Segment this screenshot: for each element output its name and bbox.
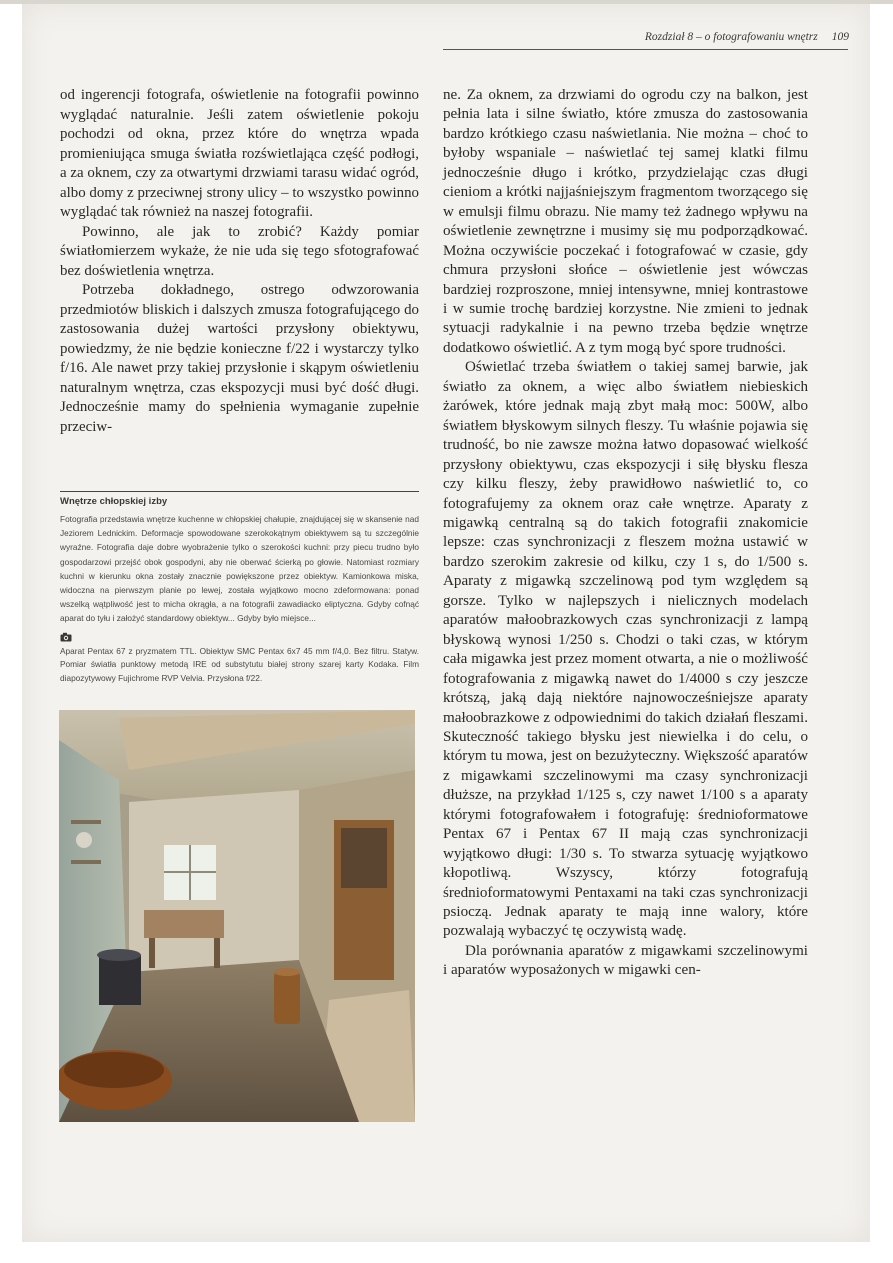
paragraph: Dla porównania aparatów z migawkami szczelinowymi i aparatów wyposażonych w migawki cen-: [443, 942, 808, 979]
paragraph: od ingerencji fotografa, oświetlenie na fotografii powinno wyglądać naturalnie. Jeśli zatem oświetlenie pokoju pochodzi od okna, przez które do wnętrza wpada promieniująca smuga światła rozświetlająca część podłogi, a za oknem, czy za otwartymi drzwiami tarasu widać ogród, albo domy z przeciwnej strony ulicy – to wszystko powinno wyglądać tak również na naszej fotografii.: [60, 87, 419, 220]
page-number: 109: [831, 31, 849, 43]
left-column: [60, 86, 419, 437]
right-column: [443, 86, 808, 981]
kitchen-interior-photo: [59, 710, 415, 1122]
caption-title: Wnętrze chłopskiej izby: [60, 496, 168, 507]
caption-body: Fotografia przedstawia wnętrze kuchenne w chłopskiej chałupie, znajdującej się w skansenie nad Jeziorem Lednickim. Deformacje spowodowane szerokokątnym obiektywem są tu szczególnie wyraźne. Fotografia daje dobre wyobrażenie tylko o szerokości kuchni: przy piecu trudno było gospodarzowi przejść obok gospodyni, aby nie oberwać ścierką po głowie. Natomiast rozmiary kuchni w kierunku okna zostały znacznie powiększone przez obiektyw. Kamionkowa miska, widoczna na pierwszym planie po lewej, została wyjątkowo mocno zdeformowana: ponad wszelką wątpliwość jest to micha okrągła, a na fotografii zawadiacko eliptyczna. Gdyby cofnąć aparat do tyłu i założyć standardowy obiektyw... Gdyby było miejsce...: [60, 514, 419, 624]
caption-technical-data: Aparat Pentax 67 z pryzmatem TTL. Obiektyw SMC Pentax 6x7 45 mm f/4,0. Bez filtru. Statyw. Pomiar światła punktowy metodą IRE od substytutu białej strony szarej karty Kodaka. Film diapozytywowy Fujichrome RVP Velvia. Przysłona f/22.: [60, 645, 419, 683]
header-rule: [443, 49, 848, 50]
caption-rule: [60, 491, 419, 492]
paragraph: Oświetlać trzeba światłem o takiej samej barwie, jak światło za oknem, a więc albo światłem niebieskich żarówek, które jednak mają zbyt małą moc: 500W, albo światłem błyskowym silnych fleszy. Tu właśnie pojawia się trudność, bo nie zawsze można łatwo dopasować wielkość przysłony obiektywu, czas ekspozycji i siłę błysku flesza czy kilku fleszy, żeby prawidłowo naświetlić to, co fotografujemy za oknem oraz całe wnętrze. Aparaty z migawką centralną są do takich fotografii znakomicie lepsze: czas synchronizacji z fleszem można ustawić w bardzo szerokim zakresie od kilku, czy 1 s, do 1/500 s. Aparaty z migawką szczelinową pod tym względem są gorsze. Tylko w najlepszych i nielicznych modelach aparatów małoobrazkowych czas synchronizacji z lampą błyskową wynosi 1/250 s. Chodzi o taki czas, w którym cała migawka jest przez moment otwarta, a nie o możliwość fotografowania z migawką nawet do 1/4000 s czy jeszcze krótszą, jaką dają niektóre najnowocześniejsze aparaty małoobrazkowe z odpowiednimi do takich działań fleszami. Skuteczność takiego błysku jest niewielka i do celu, o którym tu mowa, jest on bezużyteczny. Większość aparatów z migawkami szczelinowymi ma czasy synchronizacji dłuższe, na przykład 1/125 s, czy nawet 1/100 s a aparaty którymi fotografowałem i fotografuję: średnioformatowe Pentax 67 i Pentax 67 II mają czas synchronizacji wyjątkowo długi: 1/30 s. To stwarza sytuację wyjątkowo kłopotliwą. Wszyscy, którzy fotografują średnioformatowymi Pentaxami na taki czas synchronizacji psioczą. Jednak aparaty te mają inne walory, które pozwalają wybaczyć tę oczywistą wadę.: [443, 359, 808, 940]
paragraph: ne. Za oknem, za drzwiami do ogrodu czy na balkon, jest pełnia lata i silne światło, które zmusza do zastosowania bardzo krótkiego czasu naświetlania. Nie można – choć to byłoby wspaniale – naświetlać tej samej klatki filmu jednocześnie długo i krótko, przydzielając czas długi cieniom a krótki najjaśniejszym fragmentom tworzącego się w emulsji filmu obrazu. Nie mamy też żadnego wpływu na oświetlenie zewnętrzne i musimy się mu podporządkować. Można oczywiście poczekać i fotografować w czasie, gdy chmura przysłoni słońce – oświetlenie jest wówczas bardziej rozproszone, mniej intensywne, mniej kontrastowe i w sumie trochę bardziej korzystne. Nie zmieni to jednak sytuacji radykalnie i na pewno trzeba będzie wnętrze dodatkowo oświetlić. A z tym mogą być spore trudności.: [443, 87, 808, 356]
paragraph: Powinno, ale jak to zrobić? Każdy pomiar światłomierzem wykaże, że nie uda się tego sfotografować bez doświetlenia wnętrza.: [60, 223, 419, 279]
camera-icon: [60, 632, 72, 642]
paragraph: Potrzeba dokładnego, ostrego odwzorowania przedmiotów bliskich i dalszych zmusza fotografującego do zastosowania dużej wartości przysłony obiektywu, powiedzmy, że nie będzie konieczne f/22 i wystarczy tylko f/16. Ale nawet przy takiej przysłonie i skąpym oświetleniu naturalnym wnętrza, czas ekspozycji musi być dość długi. Jednocześnie mamy do spełnienia wymaganie zupełnie przeciw-: [60, 282, 419, 435]
chapter-title: Rozdział 8 – o fotografowaniu wnętrz: [644, 31, 818, 43]
photo-caption: [60, 495, 419, 685]
running-header: [645, 31, 849, 43]
